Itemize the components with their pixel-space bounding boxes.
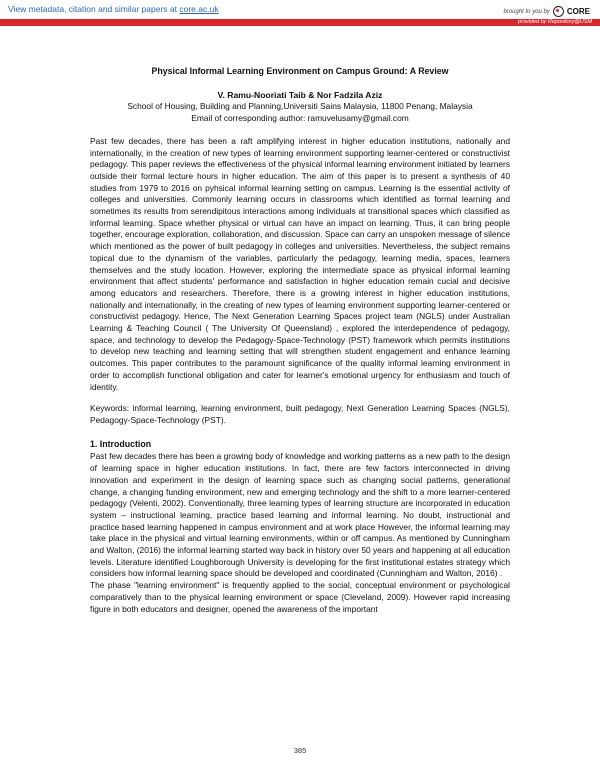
author-affiliation: School of Housing, Building and Planning,Universiti Sains Malaysia, 11800 Penang, Malaysia [127, 101, 473, 112]
core-metadata-link[interactable] [8, 4, 219, 14]
corresponding-email: Email of corresponding author: ramuvelusamy@gmail.com [191, 113, 409, 124]
abstract-text: Past few decades, there has been a raft amplifying interest in higher education institutions, nationally and internationally, in the creation of new types of learning environment supporting learner-centered or constructivist pedagogy. This paper reviews the effectiveness of the physical informal learning environment initiated by learners outside their formal lecture hours in higher education. The aim of this paper is to present a synthesis of 40 studies from 1979 to 2016 on pyhsical informal learning setting on campus. Learning is the essential activity of colleges and universities. Commonly learning occurs in classrooms which identified as formal learning and sometimes its results from serendipitous interactions among individuals at transitional spaces which classified as informal learning. Space whether physical or virtual can have an impact on learning. Thus, it can bring people together, encourage exploration, collaboration, and discussion. Space can carry an unspoken message of silence which mentioned as the power of built pedagogy in colleges and universities. Nevertheless, the subject remains topical due to the dynamism of the variables, particularly the pedagogy, learning media, spaces, learners themselves and the study location. However, exploring the intermediate space as physical informal learning environment that affect students' performance and satisfaction in higher education remain cucial and decisive among educators and researchers. Therefore, there is a growing interest in higher education institutions, nationally and internationally, in the creating of new types of learning environment supporting learner-centered or constructivist pedagogy. Hence, The Next Generation Learning Spaces project team (NGLS) under Australian Learning & Teaching Council ( The University Of Queensland) , explored the interdependence of pedagogy, space, and technology to develop the Pedagogy-Space-Technology (PST) framework which permits institutions to develop new teaching and learning setting that will strengthen student engagement and enhance learning outcomes. This paper contributes to the paramount significance of the quality informal learning environment in order to accomplish functional obligation and cater for learner's emotional urgency for enthusiasm and touch of identity. [90, 135, 510, 392]
provided-by-text[interactable]: provided by Repository@USM [517, 19, 592, 25]
paper-authors: V. Ramu-Nooriati Taib & Nor Fadzila Aziz [217, 89, 383, 100]
section-heading: 1. Introduction [90, 438, 152, 449]
core-link-domain[interactable]: core.ac.uk [179, 4, 219, 14]
provider-bar [0, 19, 600, 26]
core-link-prefix: View metadata, citation and similar papers at [8, 4, 180, 14]
core-brand[interactable] [504, 6, 591, 17]
page-number: 385 [293, 746, 307, 755]
paper-page [90, 66, 510, 615]
core-brand-name: CORE [566, 7, 590, 16]
paper-title: Physical Informal Learning Environment on Campus Ground: A Review [151, 66, 449, 76]
core-logo-icon [553, 6, 564, 17]
brought-by-text: brought to you by [503, 8, 550, 15]
intro-paragraph-2: The phase "learning environment" is frequently applied to the social, conceptual environment or psychological comparatively than to the physical learning environment or space (Cleveland, 2009). However rapid increasing figure in both educators and designer, opened the awareness of the important [90, 580, 510, 614]
keywords-text: Keywords: informal learning, learning environment, built pedagogy, Next Generation Learning Spaces (NGLS), Pedagogy-Space-Technology (PST). [90, 403, 510, 425]
intro-paragraph-1: Past few decades there has been a growing body of knowledge and working patterns as a new path to the design of learning space in higher education institutions. In fact, there are few factors interconnected in driving innovation and experiment in the design of learning space such as changing social patterns, generational change, a changing funding environment, new and emerging technology and the shift to a more learner-centered pedagogy (Velenti, 2002). Conventionally, three learning types of learning structure are incorporated in education system – instructional learning, practice based learning and informal learning. No doubt, instructional and practice based learning happened in campus environment and at work place However, the informal learning may take place in the physical and virtual learning environments, within or off campus. As mentioned by Cunningham and Walton, (2016) the informal learning started way back in history over 50 years and happening at all education levels. Literature identified Loughborough University is developing for the first institutional estates strategy which considers how informal learning space should be developed and coordinated (Cunningham and Walton, 2016) . [90, 451, 510, 579]
